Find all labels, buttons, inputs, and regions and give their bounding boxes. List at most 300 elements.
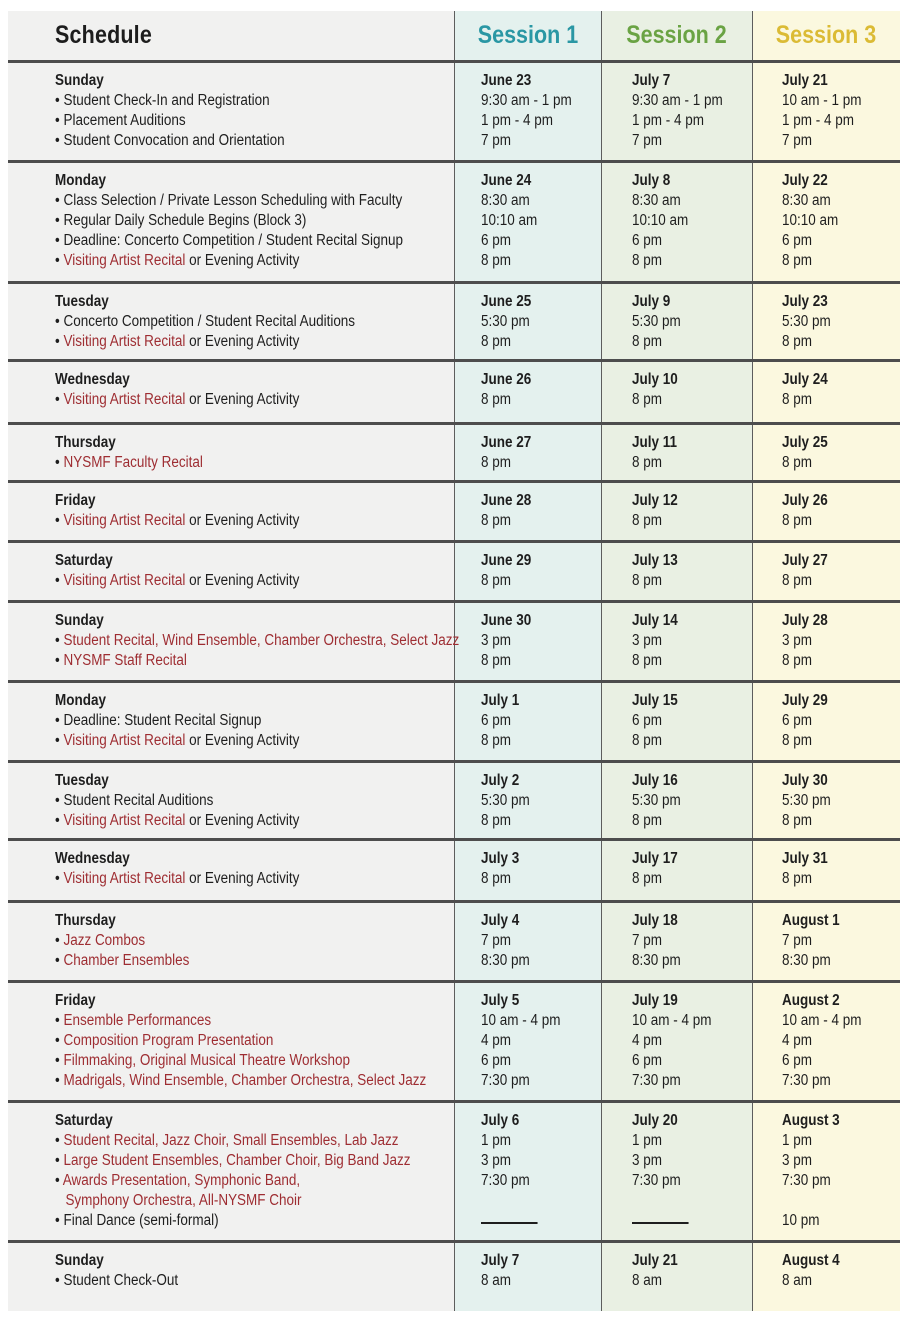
session-time: 1 pm bbox=[632, 1132, 662, 1149]
session-time: 8 pm bbox=[632, 333, 662, 350]
session-3-cell bbox=[782, 551, 900, 591]
session-2-cell bbox=[632, 691, 752, 751]
table-row bbox=[8, 1100, 900, 1240]
activity-cell bbox=[55, 911, 455, 971]
session-time: 7 pm bbox=[632, 932, 662, 949]
highlighted-event: Visiting Artist Recital bbox=[63, 732, 186, 749]
session-1-cell bbox=[481, 771, 601, 831]
session-date: July 6 bbox=[481, 1112, 520, 1129]
dash-line bbox=[481, 1222, 538, 1224]
session-3-cell bbox=[782, 991, 900, 1091]
bullet: • bbox=[55, 932, 64, 949]
session-time: 10 am - 1 pm bbox=[782, 92, 862, 109]
session-time: 5:30 pm bbox=[782, 792, 831, 809]
session-1-cell bbox=[481, 991, 601, 1091]
session-3-cell bbox=[782, 911, 900, 971]
session-date: July 25 bbox=[782, 434, 828, 451]
session-date: July 18 bbox=[632, 912, 678, 929]
session-3-cell bbox=[782, 292, 900, 352]
session-time bbox=[481, 1191, 585, 1211]
session-3-cell bbox=[782, 71, 900, 151]
table-row bbox=[8, 480, 900, 540]
schedule-title: Schedule bbox=[55, 21, 152, 49]
session-3-cell bbox=[782, 171, 900, 271]
session-time: 1 pm - 4 pm bbox=[481, 112, 553, 129]
activity-item bbox=[55, 1131, 403, 1151]
session-time: 6 pm bbox=[632, 1052, 662, 1069]
session-date: July 3 bbox=[481, 850, 520, 867]
day-label: Sunday bbox=[55, 612, 104, 629]
highlighted-event: Symphony Orchestra, All-NYSMF Choir bbox=[65, 1192, 302, 1209]
session-time: 8 pm bbox=[632, 812, 662, 829]
session-date: June 26 bbox=[481, 371, 532, 388]
day-label: Tuesday bbox=[55, 772, 109, 789]
session-3-cell bbox=[782, 691, 900, 751]
session-time: 5:30 pm bbox=[632, 313, 681, 330]
session-time: 7:30 pm bbox=[481, 1172, 530, 1189]
session-time: 8 pm bbox=[481, 572, 511, 589]
session-2-heading: Session 2 bbox=[626, 21, 727, 49]
activity-item: • Placement Auditions bbox=[55, 112, 186, 129]
session-date: July 13 bbox=[632, 552, 678, 569]
day-label: Friday bbox=[55, 492, 96, 509]
activity-item: • Concerto Competition / Student Recital Auditions bbox=[55, 313, 356, 330]
session-1-cell bbox=[481, 611, 601, 671]
activity-item bbox=[55, 1151, 411, 1171]
activity-item: • Student Check-Out bbox=[55, 1272, 179, 1289]
session-1-cell bbox=[481, 491, 601, 531]
session-time: 8 pm bbox=[481, 512, 511, 529]
session-time: 8 pm bbox=[782, 333, 812, 350]
highlighted-event: Visiting Artist Recital bbox=[63, 252, 186, 269]
day-label: Wednesday bbox=[55, 850, 130, 867]
session-date: June 25 bbox=[481, 293, 532, 310]
session-time: 6 pm bbox=[632, 712, 662, 729]
session-1-cell bbox=[481, 1251, 601, 1291]
session-time: 3 pm bbox=[782, 1152, 812, 1169]
session-3-cell bbox=[782, 771, 900, 831]
session-3-cell bbox=[782, 370, 900, 410]
bullet: • bbox=[55, 732, 64, 749]
activity-suffix: or Evening Activity bbox=[185, 333, 300, 350]
highlighted-event: Visiting Artist Recital bbox=[63, 870, 186, 887]
table-row bbox=[8, 281, 900, 359]
activity-suffix: or Evening Activity bbox=[185, 252, 300, 269]
session-date: July 30 bbox=[782, 772, 828, 789]
table-header bbox=[8, 11, 900, 60]
table-row bbox=[8, 60, 900, 160]
session-time: 10 pm bbox=[782, 1212, 820, 1229]
activity-suffix: or Evening Activity bbox=[185, 512, 300, 529]
session-date: July 21 bbox=[632, 1252, 678, 1269]
session-date: July 10 bbox=[632, 371, 678, 388]
session-1-cell bbox=[481, 849, 601, 889]
activity-cell bbox=[55, 771, 455, 831]
not-applicable-dash bbox=[481, 1222, 585, 1242]
session-2-cell bbox=[632, 551, 752, 591]
session-date: July 5 bbox=[481, 992, 520, 1009]
session-date: June 28 bbox=[481, 492, 532, 509]
session-date: July 29 bbox=[782, 692, 828, 709]
session-date: July 24 bbox=[782, 371, 828, 388]
session-time: 7:30 pm bbox=[632, 1072, 681, 1089]
session-date: July 8 bbox=[632, 172, 671, 189]
session-date: July 31 bbox=[782, 850, 828, 867]
activity-cell bbox=[55, 611, 460, 671]
highlighted-event: Visiting Artist Recital bbox=[63, 572, 186, 589]
session-1-cell bbox=[481, 691, 601, 751]
activity-item bbox=[55, 390, 403, 410]
session-time: 4 pm bbox=[481, 1032, 511, 1049]
session-date: July 22 bbox=[782, 172, 828, 189]
table-row bbox=[8, 160, 900, 281]
session-time: 8 pm bbox=[481, 454, 511, 471]
session-time: 3 pm bbox=[481, 1152, 511, 1169]
session-time: 8 pm bbox=[481, 812, 511, 829]
activity-cell bbox=[55, 849, 455, 889]
session-time: 8 pm bbox=[481, 333, 511, 350]
session-date: July 17 bbox=[632, 850, 678, 867]
activity-item: • Student Check-In and Registration bbox=[55, 92, 270, 109]
session-time: 8:30 am bbox=[632, 192, 681, 209]
table-row bbox=[8, 359, 900, 422]
session-time: 8 pm bbox=[782, 812, 812, 829]
table-row bbox=[8, 540, 900, 600]
session-date: July 12 bbox=[632, 492, 678, 509]
session-time: 10:10 am bbox=[481, 212, 538, 229]
bullet: • bbox=[55, 1052, 64, 1069]
activity-item: • Deadline: Concerto Competition / Student Recital Signup bbox=[55, 232, 404, 249]
session-date: August 1 bbox=[782, 912, 840, 929]
session-time bbox=[782, 1191, 885, 1211]
activity-item bbox=[55, 453, 403, 473]
session-time: 9:30 am - 1 pm bbox=[632, 92, 723, 109]
session-time: 10:10 am bbox=[782, 212, 839, 229]
activity-item bbox=[55, 631, 460, 651]
session-time: 7:30 pm bbox=[782, 1072, 831, 1089]
table-row bbox=[8, 838, 900, 900]
session-time: 7 pm bbox=[782, 932, 812, 949]
activity-item bbox=[55, 251, 403, 271]
table-row bbox=[8, 600, 900, 680]
session-time: 5:30 pm bbox=[782, 313, 831, 330]
not-applicable-dash bbox=[632, 1222, 736, 1242]
highlighted-event: Student Recital, Wind Ensemble, Chamber Orchestra, Select Jazz bbox=[63, 632, 460, 649]
session-1-cell bbox=[481, 911, 601, 971]
bullet: • bbox=[55, 1172, 63, 1189]
session-time: 5:30 pm bbox=[481, 313, 530, 330]
activity-item: • Deadline: Student Recital Signup bbox=[55, 712, 262, 729]
session-time: 1 pm - 4 pm bbox=[632, 112, 704, 129]
session-time: 10 am - 4 pm bbox=[782, 1012, 862, 1029]
activity-cell bbox=[55, 171, 455, 271]
session-time: 8 pm bbox=[782, 454, 812, 471]
activity-cell bbox=[55, 551, 455, 591]
highlighted-event: Visiting Artist Recital bbox=[63, 391, 186, 408]
bullet: • bbox=[55, 952, 64, 969]
activity-item bbox=[55, 332, 403, 352]
activity-cell bbox=[55, 71, 455, 151]
dash-line bbox=[632, 1222, 689, 1224]
session-time: 8 pm bbox=[481, 732, 511, 749]
activity-item bbox=[55, 1011, 403, 1031]
day-label: Sunday bbox=[55, 72, 104, 89]
session-1-cell bbox=[481, 433, 601, 473]
activity-item bbox=[55, 731, 403, 751]
session-time: 8:30 pm bbox=[632, 952, 681, 969]
activity-suffix: or Evening Activity bbox=[185, 391, 300, 408]
activity-item bbox=[55, 1191, 403, 1211]
session-2-cell bbox=[632, 611, 752, 671]
session-time: 4 pm bbox=[782, 1032, 812, 1049]
session-time: 8:30 am bbox=[481, 192, 530, 209]
highlighted-event: Jazz Combos bbox=[63, 932, 146, 949]
session-time: 8 pm bbox=[632, 870, 662, 887]
session-date: July 9 bbox=[632, 293, 671, 310]
session-date: August 3 bbox=[782, 1112, 840, 1129]
activity-item bbox=[55, 511, 403, 531]
bullet: • bbox=[55, 652, 64, 669]
session-date: July 14 bbox=[632, 612, 678, 629]
session-1-cell bbox=[481, 1111, 601, 1242]
session-time: 8 pm bbox=[481, 391, 511, 408]
session-time: 6 pm bbox=[481, 232, 511, 249]
session-2-cell bbox=[632, 433, 752, 473]
session-time: 8 pm bbox=[782, 252, 812, 269]
activity-item: • Student Recital Auditions bbox=[55, 792, 214, 809]
activity-item: • Final Dance (semi-formal) bbox=[55, 1212, 219, 1229]
table-row bbox=[8, 1240, 900, 1311]
session-time: 8:30 pm bbox=[782, 952, 831, 969]
session-2-cell bbox=[632, 1111, 752, 1242]
session-time: 6 pm bbox=[782, 712, 812, 729]
session-date: July 23 bbox=[782, 293, 828, 310]
session-time: 7:30 pm bbox=[782, 1172, 831, 1189]
session-3-cell bbox=[782, 1251, 900, 1291]
session-time: 3 pm bbox=[632, 1152, 662, 1169]
session-time: 8 pm bbox=[632, 391, 662, 408]
session-time: 8 pm bbox=[481, 652, 511, 669]
session-time: 7 pm bbox=[481, 932, 511, 949]
session-2-cell bbox=[632, 292, 752, 352]
session-2-cell bbox=[632, 771, 752, 831]
session-time: 8 pm bbox=[632, 512, 662, 529]
session-2-cell bbox=[632, 171, 752, 271]
session-date: July 19 bbox=[632, 992, 678, 1009]
bullet: • bbox=[55, 252, 64, 269]
session-date: July 20 bbox=[632, 1112, 678, 1129]
activity-suffix: or Evening Activity bbox=[185, 812, 300, 829]
session-date: August 2 bbox=[782, 992, 840, 1009]
highlighted-event: Filmmaking, Original Musical Theatre Workshop bbox=[63, 1052, 351, 1069]
bullet: • bbox=[55, 1032, 64, 1049]
session-1-heading: Session 1 bbox=[477, 21, 579, 49]
session-date: July 4 bbox=[481, 912, 520, 929]
session-time: 8 pm bbox=[632, 652, 662, 669]
session-time: 5:30 pm bbox=[632, 792, 681, 809]
day-label: Saturday bbox=[55, 1112, 113, 1129]
highlighted-event: NYSMF Faculty Recital bbox=[63, 454, 203, 471]
session-time: 8:30 pm bbox=[481, 952, 530, 969]
schedule-table bbox=[8, 11, 900, 1311]
session-date: July 16 bbox=[632, 772, 678, 789]
bullet: • bbox=[55, 454, 64, 471]
activity-item bbox=[55, 1171, 403, 1191]
day-label: Monday bbox=[55, 692, 106, 709]
session-date: July 11 bbox=[632, 434, 677, 451]
table-row bbox=[8, 900, 900, 980]
bullet: • bbox=[55, 1152, 64, 1169]
session-date: June 24 bbox=[481, 172, 532, 189]
session-time: 6 pm bbox=[782, 1052, 812, 1069]
session-time: 8 pm bbox=[481, 870, 511, 887]
day-label: Wednesday bbox=[55, 371, 130, 388]
session-time: 1 pm - 4 pm bbox=[782, 112, 854, 129]
session-3-cell bbox=[782, 433, 900, 473]
day-label: Saturday bbox=[55, 552, 113, 569]
day-label: Thursday bbox=[55, 912, 116, 929]
session-date: July 28 bbox=[782, 612, 828, 629]
activity-item bbox=[55, 951, 403, 971]
activity-cell bbox=[55, 491, 455, 531]
session-time: 7:30 pm bbox=[632, 1172, 681, 1189]
session-date: July 21 bbox=[782, 72, 828, 89]
session-time: 8 am bbox=[481, 1272, 511, 1289]
bullet: • bbox=[55, 1012, 64, 1029]
highlighted-event: Madrigals, Wind Ensemble, Chamber Orchestra, Select Jazz bbox=[63, 1072, 427, 1089]
session-2-cell bbox=[632, 849, 752, 889]
day-label: Sunday bbox=[55, 1252, 104, 1269]
session-time: 6 pm bbox=[782, 232, 812, 249]
activity-item bbox=[55, 869, 403, 889]
day-label: Tuesday bbox=[55, 293, 109, 310]
bullet: • bbox=[55, 870, 64, 887]
session-time: 7:30 pm bbox=[481, 1072, 530, 1089]
session-time: 4 pm bbox=[632, 1032, 662, 1049]
activity-item bbox=[55, 571, 403, 591]
session-time: 9:30 am - 1 pm bbox=[481, 92, 572, 109]
activity-cell bbox=[55, 991, 455, 1091]
bullet: • bbox=[55, 572, 64, 589]
session-2-cell bbox=[632, 991, 752, 1091]
day-label: Friday bbox=[55, 992, 96, 1009]
highlighted-event: Visiting Artist Recital bbox=[63, 333, 186, 350]
activity-item: • Student Convocation and Orientation bbox=[55, 132, 285, 149]
day-label: Thursday bbox=[55, 434, 116, 451]
highlighted-event: Large Student Ensembles, Chamber Choir, Big Band Jazz bbox=[63, 1152, 411, 1169]
activity-suffix: or Evening Activity bbox=[185, 870, 300, 887]
session-time: 8 pm bbox=[782, 391, 812, 408]
session-2-cell bbox=[632, 71, 752, 151]
session-time: 7 pm bbox=[481, 132, 511, 149]
session-time: 8 pm bbox=[782, 870, 812, 887]
session-3-cell bbox=[782, 849, 900, 889]
session-3-cell bbox=[782, 1111, 900, 1231]
bullet: • bbox=[55, 1132, 64, 1149]
session-time: 10:10 am bbox=[632, 212, 689, 229]
session-date: August 4 bbox=[782, 1252, 840, 1269]
highlighted-event: Student Recital, Jazz Choir, Small Ensembles, Lab Jazz bbox=[63, 1132, 399, 1149]
table-row bbox=[8, 422, 900, 480]
activity-cell bbox=[55, 292, 455, 352]
highlighted-event: Ensemble Performances bbox=[63, 1012, 212, 1029]
session-date: June 30 bbox=[481, 612, 532, 629]
session-time: 8 pm bbox=[632, 572, 662, 589]
session-time: 8 pm bbox=[782, 732, 812, 749]
bullet: • bbox=[55, 632, 64, 649]
session-time: 8 pm bbox=[632, 454, 662, 471]
session-time: 6 pm bbox=[481, 1052, 511, 1069]
session-time: 8 pm bbox=[632, 732, 662, 749]
session-time: 8 pm bbox=[481, 252, 511, 269]
session-time: 3 pm bbox=[632, 632, 662, 649]
bullet: • bbox=[55, 391, 64, 408]
session-time: 10 am - 4 pm bbox=[481, 1012, 561, 1029]
table-row bbox=[8, 980, 900, 1100]
activity-suffix: or Evening Activity bbox=[185, 732, 300, 749]
activity-cell bbox=[55, 433, 455, 473]
session-1-cell bbox=[481, 71, 601, 151]
session-time: 8 pm bbox=[632, 252, 662, 269]
session-1-cell bbox=[481, 370, 601, 410]
activity-suffix: or Evening Activity bbox=[185, 572, 300, 589]
activity-item bbox=[55, 931, 403, 951]
highlighted-event: Awards Presentation, Symphonic Band, bbox=[62, 1172, 301, 1189]
session-time: 6 pm bbox=[632, 232, 662, 249]
session-time: 8:30 am bbox=[782, 192, 831, 209]
session-time: 8 pm bbox=[782, 652, 812, 669]
session-date: July 15 bbox=[632, 692, 678, 709]
day-label: Monday bbox=[55, 172, 106, 189]
session-1-cell bbox=[481, 292, 601, 352]
activity-cell bbox=[55, 691, 455, 751]
bullet: • bbox=[55, 812, 64, 829]
session-time: 6 pm bbox=[481, 712, 511, 729]
session-date: July 26 bbox=[782, 492, 828, 509]
session-time: 10 am - 4 pm bbox=[632, 1012, 712, 1029]
session-date: July 2 bbox=[481, 772, 520, 789]
highlighted-event: Visiting Artist Recital bbox=[63, 812, 186, 829]
activity-item bbox=[55, 811, 403, 831]
session-2-cell bbox=[632, 370, 752, 410]
bullet: • bbox=[55, 1072, 64, 1089]
session-time: 5:30 pm bbox=[481, 792, 530, 809]
session-2-cell bbox=[632, 911, 752, 971]
activity-item bbox=[55, 1051, 403, 1071]
highlighted-event: Visiting Artist Recital bbox=[63, 512, 186, 529]
session-date: June 23 bbox=[481, 72, 532, 89]
highlighted-event: Chamber Ensembles bbox=[63, 952, 190, 969]
session-time: 3 pm bbox=[782, 632, 812, 649]
session-3-cell bbox=[782, 491, 900, 531]
session-1-cell bbox=[481, 171, 601, 271]
activity-item: • Regular Daily Schedule Begins (Block 3) bbox=[55, 212, 307, 229]
session-2-cell bbox=[632, 491, 752, 531]
activity-cell bbox=[55, 1251, 455, 1291]
activity-item: • Class Selection / Private Lesson Scheduling with Faculty bbox=[55, 192, 403, 209]
session-time: 8 pm bbox=[782, 512, 812, 529]
session-time: 8 pm bbox=[782, 572, 812, 589]
session-date: July 1 bbox=[481, 692, 520, 709]
activity-item bbox=[55, 1031, 403, 1051]
session-time: 8 am bbox=[632, 1272, 662, 1289]
session-time: 3 pm bbox=[481, 632, 511, 649]
activity-cell bbox=[55, 1111, 455, 1231]
activity-cell bbox=[55, 370, 455, 410]
session-3-cell bbox=[782, 611, 900, 671]
session-3-heading: Session 3 bbox=[775, 21, 877, 49]
session-time: 1 pm bbox=[481, 1132, 511, 1149]
